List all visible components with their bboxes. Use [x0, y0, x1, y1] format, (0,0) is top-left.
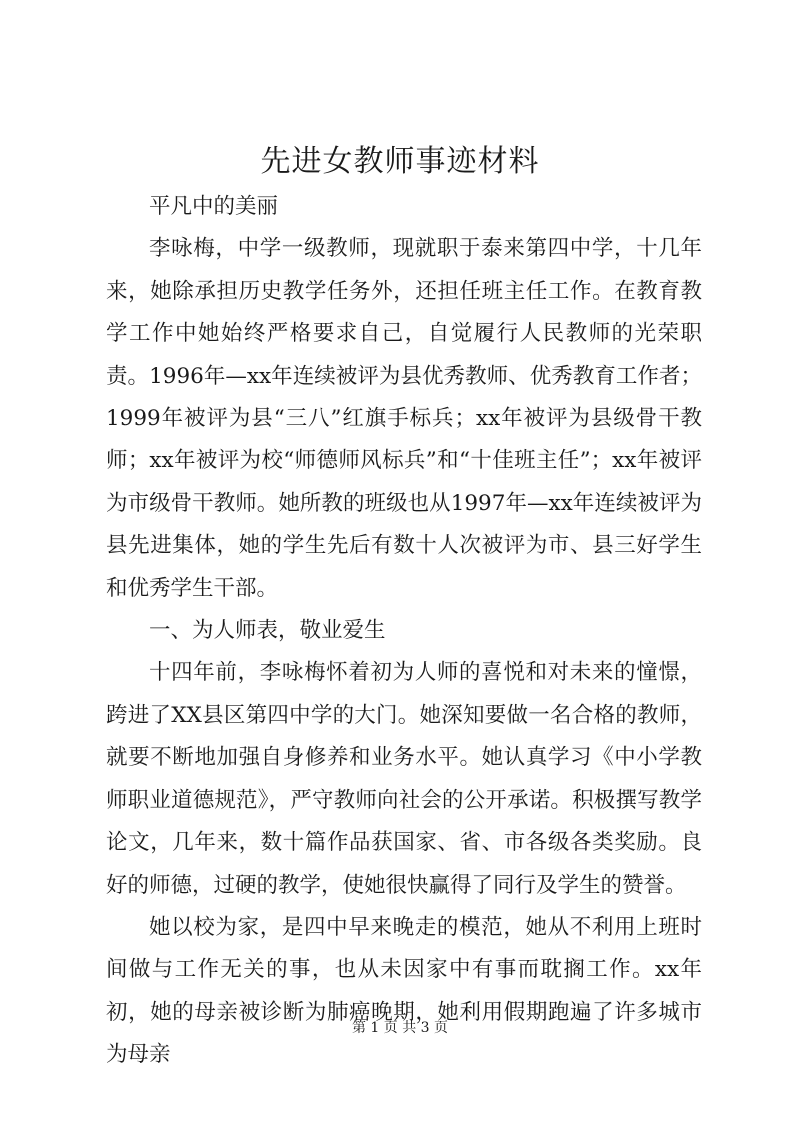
- page-footer: 第 1 页 共 3 页: [351, 1020, 449, 1036]
- document-title: 先进女教师事迹材料: [260, 144, 540, 179]
- paragraph-body: 十四年前，李咏梅怀着初为人师的喜悦和对未来的憧憬，跨进了XX县区第四中学的大门。她深知要做一名合格的教师，就要不断地加强自身修养和业务水平。她认真学习《中小学教师职业道德规范》，严守教师向社会的公开承诺。积极撰写教学论文，几年来，数十篇作品获国家、省、市各级各类奖励。良好的师德，过硬的教学，使她很快赢得了同行及学生的赞誉。: [106, 660, 702, 898]
- paragraph-body: 她以校为家，是四中早来晚走的模范，她从不利用上班时间做与工作无关的事，也从未因家中有事而耽搁工作。xx年初，她的母亲被诊断为肺癌晚期，她利用假期跑遍了许多城市为母亲: [106, 914, 702, 1068]
- paragraph-intro: 李咏梅，中学一级教师，现就职于泰来第四中学，十几年来，她除承担历史教学任务外，还担任班主任工作。在教育教学工作中她始终严格要求自己，自觉履行人民教师的光荣职责。1996年—xx年连续被评为县优秀教师、优秀教育工作者；1999年被评为县“三八”红旗手标兵；xx年被评为县级骨干教师；xx年被评为校“师德师风标兵”和“十佳班主任”；xx年被评为市级骨干教师。她所教的班级也从1997年—xx年连续被评为县先进集体，她的学生先后有数十人次被评为市、县三好学生和优秀学生干部。: [106, 236, 702, 601]
- section-heading: 一、为人师表，敬业爱生: [149, 618, 386, 644]
- document-body: [106, 186, 702, 1077]
- section-subtitle: 平凡中的美丽: [149, 194, 279, 219]
